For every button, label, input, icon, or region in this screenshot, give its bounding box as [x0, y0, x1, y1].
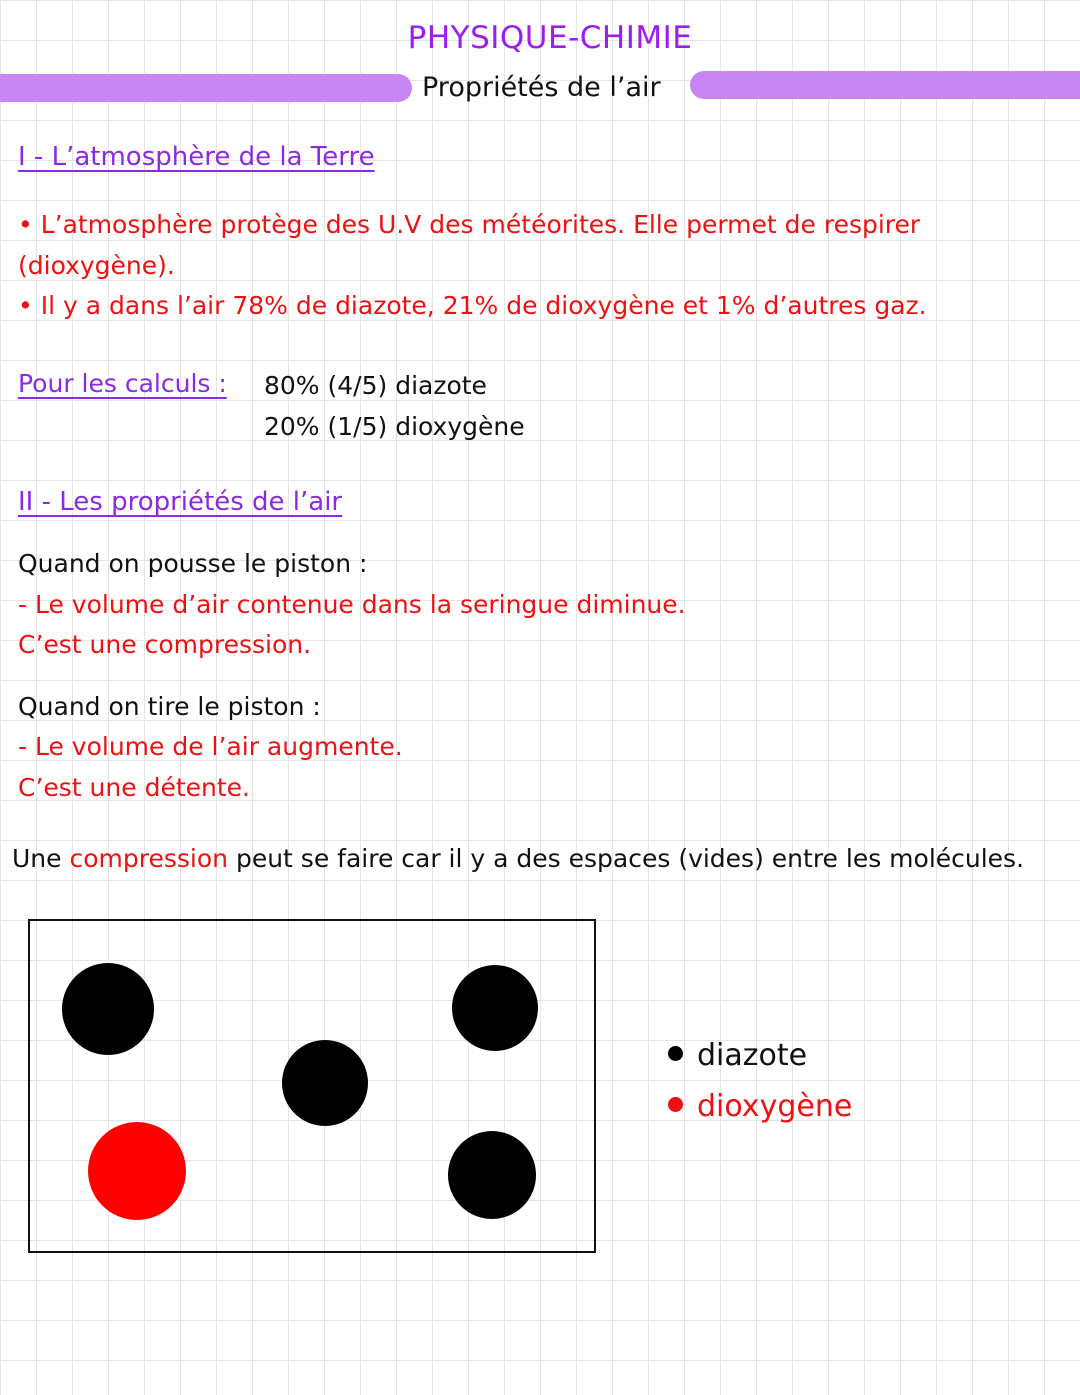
calc-label: Pour les calculs :	[18, 369, 227, 398]
legend-item-dioxygene	[668, 1089, 852, 1124]
bullet-1-line-1: • L’atmosphère protège des U.V des météorites. Elle permet de respirer	[18, 210, 921, 239]
molecule-diagram-box	[28, 919, 596, 1253]
page-subtitle: Propriétés de l’air	[422, 72, 661, 103]
diazote-molecule-2	[452, 965, 538, 1051]
section-2-heading: II - Les propriétés de l’air	[18, 487, 343, 517]
legend-item-diazote	[668, 1038, 807, 1073]
calc-line-2: 20% (1/5) dioxygène	[264, 412, 525, 441]
diazote-molecule-3	[282, 1040, 368, 1126]
page-title: PHYSIQUE-CHIMIE	[407, 20, 693, 56]
conclusion	[12, 844, 1024, 873]
pull-intro: Quand on tire le piston :	[18, 692, 321, 721]
title-bar-left	[0, 74, 412, 102]
diazote-molecule-1	[62, 963, 154, 1055]
push-line-1: - Le volume d’air contenue dans la seringue diminue.	[18, 590, 686, 619]
calc-line-1: 80% (4/5) diazote	[264, 371, 487, 400]
conclusion-end: peut se faire car il y a des espaces (vides) entre les molécules.	[228, 844, 1025, 873]
legend-bullet-diazote	[668, 1046, 683, 1061]
pull-line-1: - Le volume de l’air augmente.	[18, 732, 403, 761]
legend-label-diazote: diazote	[697, 1038, 808, 1073]
legend-bullet-dioxygene	[668, 1097, 683, 1112]
bullet-1-line-2: (dioxygène).	[18, 251, 175, 280]
push-line-2: C’est une compression.	[18, 630, 312, 659]
push-intro: Quand on pousse le piston :	[18, 549, 368, 578]
section-1-heading: I - L’atmosphère de la Terre	[18, 142, 375, 172]
pull-line-2: C’est une détente.	[18, 773, 250, 802]
conclusion-start: Une	[12, 844, 70, 873]
diazote-molecule-4	[448, 1131, 536, 1219]
dioxygene-molecule-1	[88, 1122, 186, 1220]
title-bar-right	[690, 71, 1080, 99]
conclusion-keyword: compression	[69, 844, 228, 873]
bullet-2: • Il y a dans l’air 78% de diazote, 21% de dioxygène et 1% d’autres gaz.	[18, 291, 927, 320]
legend-label-dioxygene: dioxygène	[697, 1089, 853, 1124]
